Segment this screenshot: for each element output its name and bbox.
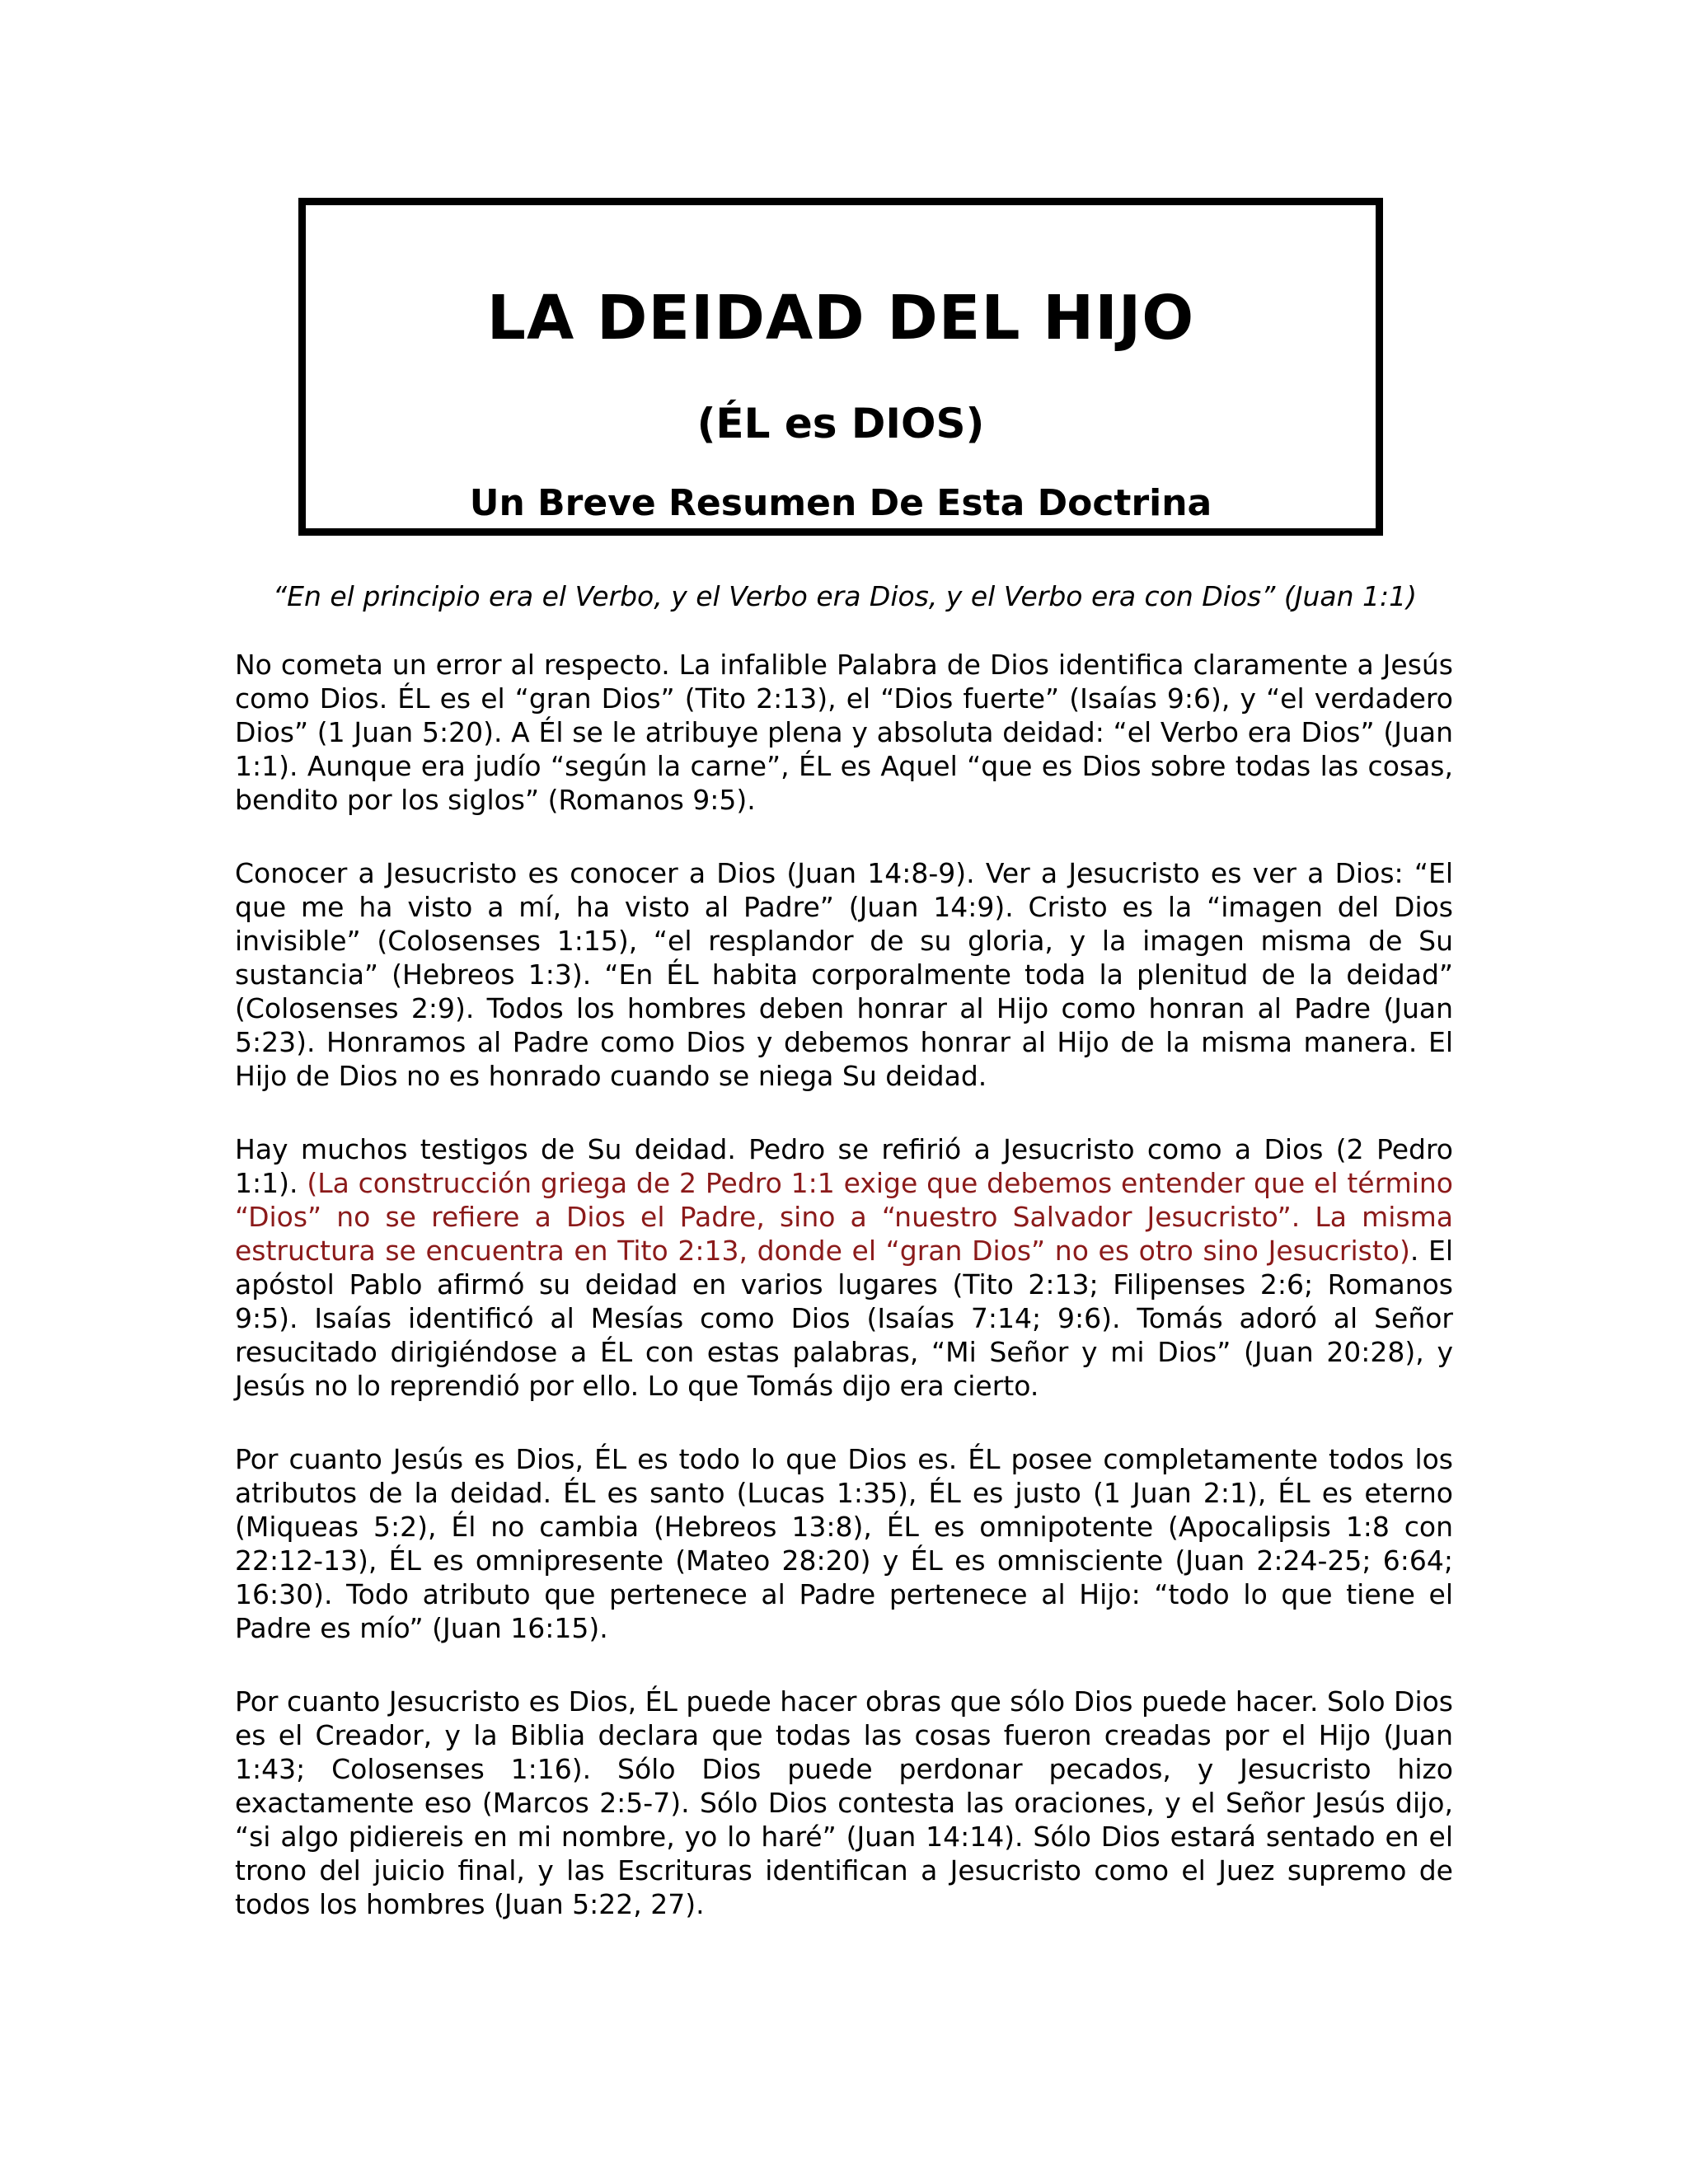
paragraph-3-end: . El apóstol Pablo afirmó su deidad en varios lugares (Tito 2:13; Filipenses 2:6; Romanos 9:5). Isaías identificó al Mesías como Dios (Isaías 7:14; 9:6). Tomás adoró al Señor resucitado dirigiéndose a ÉL con estas palabras, “Mi Señor y mi Dios” (Juan 20:28), y Jesús no lo reprendió por ello. Lo que Tomás dijo era cierto. — [235, 1235, 1454, 1402]
paragraph-2: Conocer a Jesucristo es conocer a Dios (Juan 14:8-9). Ver a Jesucristo es ver a Dios: “El que me ha visto a mí, ha visto al Padre” (Juan 14:9). Cristo es la “imagen del Dios invisible” (Colosenses 1:15), “el resplandor de su gloria, y la imagen misma de Su sustancia” (Hebreos 1:3). “En ÉL habita corporalmente toda la plenitud de la deidad” (Colosenses 2:9). Todos los hombres deben honrar al Hijo como honran al Padre (Juan 5:23). Honramos al Padre como Dios y debemos honrar al Hijo de la misma manera. El Hijo de Dios no es honrado cuando se niega Su deidad. — [235, 857, 1453, 1092]
paragraph-3-highlight: (La construcción griega de 2 Pedro 1:1 exige que debemos entender que el término “Dios” no se refiere a Dios el Padre, sino a “nuestro Salvador Jesucristo”. La misma estructura se encuentra en Tito 2:13, donde el “gran Dios” no es otro sino Jesucristo) — [235, 1167, 1453, 1267]
page-subtitle: (ÉL es DIOS) — [696, 400, 985, 448]
paragraph-1: No cometa un error al respecto. La infalible Palabra de Dios identifica claramente a Jesús como Dios. ÉL es el “gran Dios” (Tito 2:13), el “Dios fuerte” (Isaías 9:6), y “el verdadero Dios” (1 Juan 5:20). A Él se le atribuye plena y absoluta deidad: “el Verbo era Dios” (Juan 1:1). Aunque era judío “según la carne”, ÉL es Aquel “que es Dios sobre todas las cosas, bendito por los siglos” (Romanos 9:5). — [235, 649, 1453, 816]
title-box — [298, 198, 1383, 536]
document-body — [235, 648, 1453, 1961]
page-title: LA DEIDAD DEL HIJO — [486, 283, 1195, 354]
paragraph-5: Por cuanto Jesucristo es Dios, ÉL puede hacer obras que sólo Dios puede hacer. Solo Dios es el Creador, y la Biblia declara que todas las cosas fueron creadas por el Hijo (Juan 1:43; Colosenses 1:16). Sólo Dios puede perdonar pecados, y Jesucristo hizo exactamente eso (Marcos 2:5-7). Sólo Dios contesta las oraciones, y el Señor Jesús dijo, “si algo pidiereis en mi nombre, yo lo haré” (Juan 14:14). Sólo Dios estará sentado en el trono del juicio final, y las Escrituras identifican a Jesucristo como el Juez supremo de todos los hombres (Juan 5:22, 27). — [235, 1685, 1453, 1920]
epigraph-quote: “En el principio era el Verbo, y el Verbo era Dios, y el Verbo era con Dios” (Juan 1:1) — [273, 580, 1417, 612]
paragraph-4: Por cuanto Jesús es Dios, ÉL es todo lo que Dios es. ÉL posee completamente todos los atributos de la deidad. ÉL es santo (Lucas 1:35), ÉL es justo (1 Juan 2:1), ÉL es eterno (Miqueas 5:2), Él no cambia (Hebreos 13:8), ÉL es omnipotente (Apocalipsis 1:8 con 22:12-13), ÉL es omnipresente (Mateo 28:20) y ÉL es omnisciente (Juan 2:24-25; 6:64; 16:30). Todo atributo que pertenece al Padre pertenece al Hijo: “todo lo que tiene el Padre es mío” (Juan 16:15). — [235, 1443, 1453, 1644]
page-tagline: Un Breve Resumen De Esta Doctrina — [469, 482, 1212, 524]
paragraph-3 — [235, 1132, 1453, 1403]
paragraph-3-start: Hay muchos testigos de Su deidad. Pedro se refirió a Jesucristo como a Dios (2 Pedro 1:1). — [235, 1133, 1453, 1199]
